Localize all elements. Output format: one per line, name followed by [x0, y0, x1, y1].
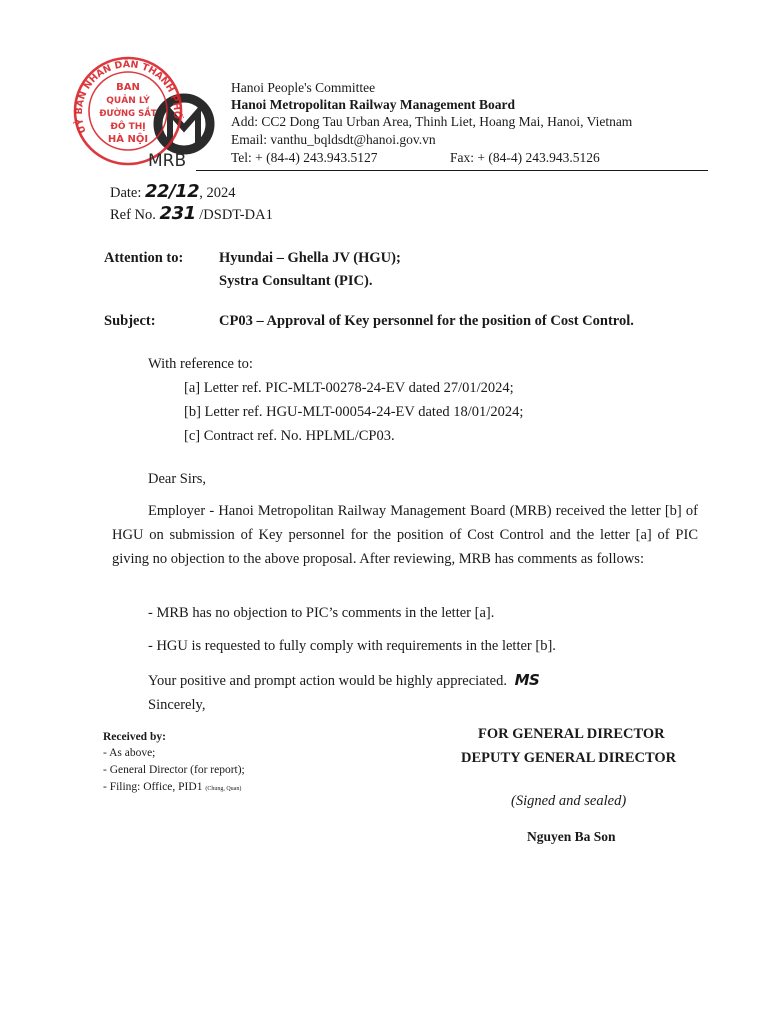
- reference-intro: With reference to:: [148, 356, 253, 372]
- ref-suffix: /DSDT-DA1: [199, 207, 273, 223]
- seal-graphic: [60, 54, 220, 174]
- org-address: Add: CC2 Dong Tau Urban Area, Thinh Liet, Hoang Mai, Hanoi, Vietnam: [231, 114, 633, 129]
- subject-text: CP03 – Approval of Key personnel for the position of Cost Control.: [219, 313, 634, 329]
- date-label: Date:: [110, 185, 142, 201]
- logo-seal: [60, 54, 220, 174]
- received-item-3-text: - Filing: Office, PID1: [103, 781, 203, 793]
- reference-item-c: [c] Contract ref. No. HPLML/CP03.: [184, 428, 395, 444]
- seal-line-2: QUẢN LÝ: [106, 96, 150, 106]
- ref-line: [110, 203, 273, 224]
- signatory-name: Nguyen Ba Son: [527, 829, 616, 844]
- initials-handwritten: MS: [514, 671, 540, 689]
- seal-line-1: BAN: [116, 82, 140, 93]
- org-tel: Tel: + (84-4) 243.943.5127: [231, 150, 378, 165]
- reference-item-a: [a] Letter ref. PIC-MLT-00278-24-EV dated 27/01/2024;: [184, 380, 514, 396]
- seal-line-4: ĐÔ THỊ: [110, 122, 146, 132]
- attention-label: Attention to:: [104, 250, 184, 266]
- received-item-3: [103, 780, 241, 797]
- reference-item-b: [b] Letter ref. HGU-MLT-00054-24-EV dated 18/01/2024;: [184, 404, 524, 420]
- sign-off: Sincerely,: [148, 697, 206, 713]
- ref-handwritten: 231: [159, 203, 196, 224]
- org-parent: Hanoi People's Committee: [231, 80, 376, 95]
- comment-point-2: - HGU is requested to fully comply with requirements in the letter [b].: [148, 638, 556, 654]
- comment-point-1: - MRB has no objection to PIC’s comments in the letter [a].: [148, 605, 495, 621]
- seal-ring-text: UỶ BAN NHÂN DÂN THÀNH PHỐ: [73, 59, 183, 135]
- body-paragraph: Employer - Hanoi Metropolitan Railway Management Board (MRB) received the letter [b] of HGU on submission of Key personnel for the position of Cost Control and the letter [a] of PIC giving no objection to the above proposal. After reviewing, MRB has comments as follows:: [112, 503, 698, 567]
- seal-line-5: HÀ NỘI: [107, 134, 149, 145]
- date-year: , 2024: [199, 185, 236, 201]
- signature-title-1: FOR GENERAL DIRECTOR: [478, 726, 665, 742]
- ref-label: Ref No.: [110, 207, 156, 223]
- seal-line-3: ĐƯỜNG SẮT: [99, 109, 157, 119]
- org-name: Hanoi Metropolitan Railway Management Board: [231, 97, 515, 112]
- attention-recipient-2: Systra Consultant (PIC).: [219, 273, 373, 289]
- filing-note: (Chung, Quan): [205, 786, 242, 792]
- attention-recipient-1: Hyundai – Ghella JV (HGU);: [219, 250, 401, 266]
- closing-line: [148, 671, 539, 690]
- mrb-brand-text: MRB: [148, 151, 187, 171]
- signature-title-2: DEPUTY GENERAL DIRECTOR: [461, 750, 677, 766]
- salutation: Dear Sirs,: [148, 471, 206, 487]
- closing-text: Your positive and prompt action would be highly appreciated.: [148, 673, 507, 689]
- received-item-2: - General Director (for report);: [103, 764, 245, 776]
- signature-status: (Signed and sealed): [511, 793, 627, 809]
- letterhead-divider: [196, 170, 708, 171]
- org-email: Email: vanthu_bqldsdt@hanoi.gov.vn: [231, 132, 436, 147]
- org-fax: Fax: + (84-4) 243.943.5126: [450, 150, 600, 165]
- received-label: Received by:: [103, 731, 166, 743]
- subject-label: Subject:: [104, 313, 156, 329]
- date-handwritten: 22/12: [145, 181, 200, 202]
- received-item-1: - As above;: [103, 747, 156, 759]
- date-line: [110, 181, 235, 202]
